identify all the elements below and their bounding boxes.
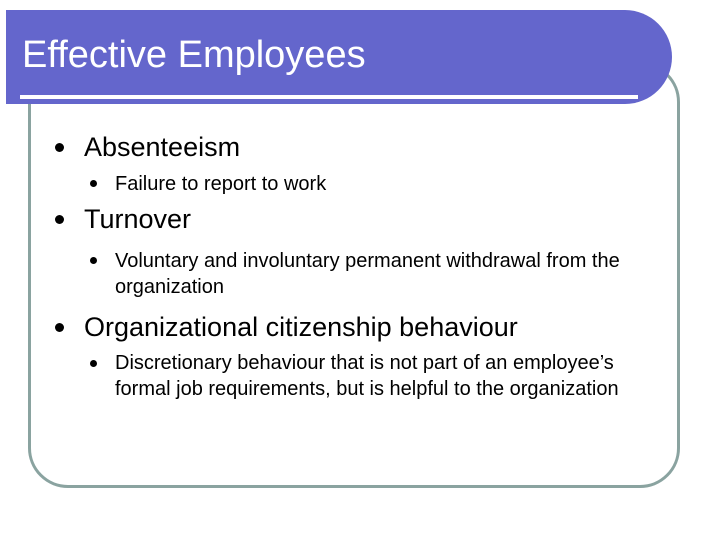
bullet-dot-icon <box>55 215 64 224</box>
slide-title: Effective Employees <box>22 34 366 76</box>
bullet-dot-icon <box>55 143 64 152</box>
sub-bullet-text: Failure to report to work <box>115 173 327 195</box>
sub-bullet-text: Voluntary and involuntary permanent withdrawal from the organization <box>115 250 620 298</box>
bullet-dot-icon <box>55 323 64 332</box>
bullet-text: Organizational citizenship behaviour <box>84 312 518 342</box>
bullet-text: Turnover <box>84 204 192 234</box>
bullet-text: Absenteeism <box>84 132 241 162</box>
sub-bullet-dot-icon <box>90 360 97 367</box>
sub-bullet-text: Discretionary behaviour that is not part of an employee’s formal job requirements, but is helpful to the organization <box>115 352 619 400</box>
sub-bullet-dot-icon <box>90 257 97 264</box>
sub-bullet-dot-icon <box>90 180 97 187</box>
